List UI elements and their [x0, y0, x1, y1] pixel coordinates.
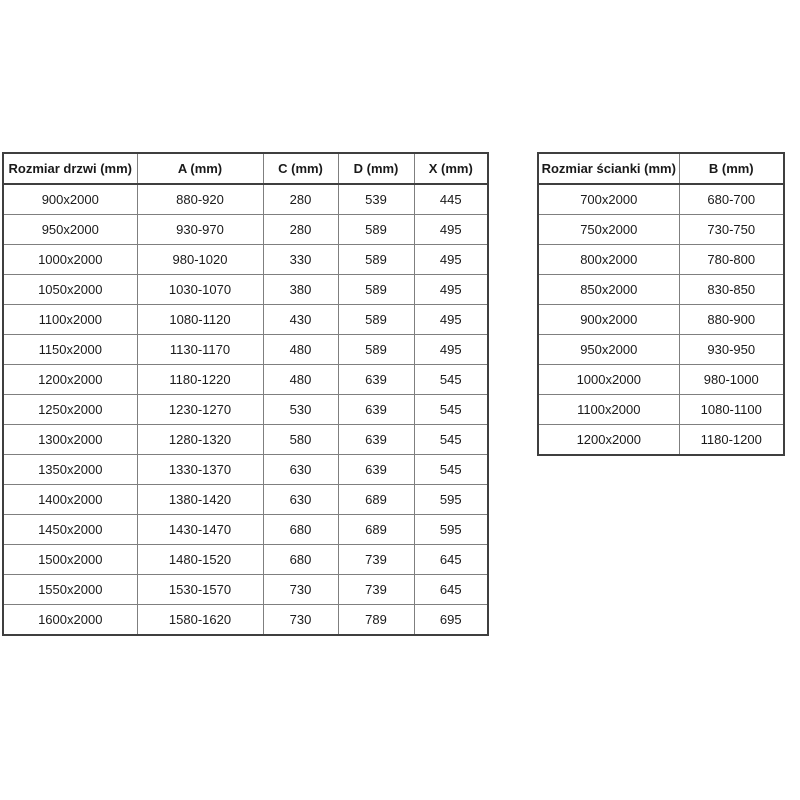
- table-cell: 1280-1320: [137, 425, 263, 455]
- table-cell: 680: [263, 515, 338, 545]
- table-cell: 589: [338, 305, 414, 335]
- table-cell: 1330-1370: [137, 455, 263, 485]
- table-cell: 880-920: [137, 184, 263, 215]
- table-row: [538, 365, 784, 395]
- table-cell: 739: [338, 575, 414, 605]
- table-row: [3, 365, 488, 395]
- header-row: [3, 153, 488, 184]
- table-cell: 595: [414, 515, 488, 545]
- table-cell: 539: [338, 184, 414, 215]
- header-cell: Rozmiar ścianki (mm): [538, 153, 679, 184]
- table-cell: 589: [338, 215, 414, 245]
- table-cell: 495: [414, 335, 488, 365]
- table-cell: 900x2000: [3, 184, 137, 215]
- table-cell: 580: [263, 425, 338, 455]
- table-cell: 1230-1270: [137, 395, 263, 425]
- header-cell: Rozmiar drzwi (mm): [3, 153, 137, 184]
- table-cell: 380: [263, 275, 338, 305]
- table-cell: 700x2000: [538, 184, 679, 215]
- header-row: [538, 153, 784, 184]
- table-cell: 1450x2000: [3, 515, 137, 545]
- table-cell: 639: [338, 425, 414, 455]
- header-cell: X (mm): [414, 153, 488, 184]
- table-cell: 495: [414, 215, 488, 245]
- table-cell: 280: [263, 184, 338, 215]
- table-cell: 1530-1570: [137, 575, 263, 605]
- table-row: [3, 485, 488, 515]
- table-cell: 639: [338, 395, 414, 425]
- table-cell: 1100x2000: [538, 395, 679, 425]
- table-cell: 1200x2000: [538, 425, 679, 456]
- header-cell: A (mm): [137, 153, 263, 184]
- table-row: [3, 605, 488, 636]
- header-cell: D (mm): [338, 153, 414, 184]
- table-cell: 789: [338, 605, 414, 636]
- table-cell: 589: [338, 275, 414, 305]
- table-cell: 1500x2000: [3, 545, 137, 575]
- table-cell: 1180-1200: [679, 425, 784, 456]
- table-cell: 1400x2000: [3, 485, 137, 515]
- table-cell: 830-850: [679, 275, 784, 305]
- table-cell: 545: [414, 395, 488, 425]
- table-cell: 430: [263, 305, 338, 335]
- table-cell: 1350x2000: [3, 455, 137, 485]
- table-cell: 1300x2000: [3, 425, 137, 455]
- table-cell: 1080-1100: [679, 395, 784, 425]
- door-sizes-table: [2, 152, 489, 636]
- table-cell: 1380-1420: [137, 485, 263, 515]
- table-cell: 850x2000: [538, 275, 679, 305]
- header-cell: B (mm): [679, 153, 784, 184]
- table-cell: 730: [263, 575, 338, 605]
- table-row: [3, 245, 488, 275]
- table-row: [3, 425, 488, 455]
- table-cell: 595: [414, 485, 488, 515]
- table-cell: 730-750: [679, 215, 784, 245]
- table-row: [3, 545, 488, 575]
- table-cell: 630: [263, 455, 338, 485]
- table-cell: 730: [263, 605, 338, 636]
- table-cell: 630: [263, 485, 338, 515]
- table-cell: 1100x2000: [3, 305, 137, 335]
- table-cell: 545: [414, 425, 488, 455]
- table-cell: 495: [414, 245, 488, 275]
- table-cell: 695: [414, 605, 488, 636]
- table-cell: 1050x2000: [3, 275, 137, 305]
- table-row: [538, 184, 784, 215]
- table-cell: 1430-1470: [137, 515, 263, 545]
- table-row: [3, 515, 488, 545]
- table-cell: 545: [414, 455, 488, 485]
- table-cell: 680-700: [679, 184, 784, 215]
- table-row: [538, 215, 784, 245]
- table-row: [538, 245, 784, 275]
- table-row: [3, 575, 488, 605]
- table-cell: 645: [414, 575, 488, 605]
- table-cell: 1030-1070: [137, 275, 263, 305]
- table-cell: 930-970: [137, 215, 263, 245]
- table-cell: 1250x2000: [3, 395, 137, 425]
- table-cell: 1480-1520: [137, 545, 263, 575]
- table-cell: 480: [263, 365, 338, 395]
- table-cell: 645: [414, 545, 488, 575]
- table-cell: 639: [338, 365, 414, 395]
- table-row: [3, 395, 488, 425]
- table-row: [538, 305, 784, 335]
- table-cell: 480: [263, 335, 338, 365]
- table-cell: 900x2000: [538, 305, 679, 335]
- table-cell: 589: [338, 245, 414, 275]
- table-cell: 680: [263, 545, 338, 575]
- table-cell: 980-1020: [137, 245, 263, 275]
- table-cell: 530: [263, 395, 338, 425]
- table-cell: 950x2000: [538, 335, 679, 365]
- table-cell: 495: [414, 305, 488, 335]
- wall-panel-sizes-table: [537, 152, 785, 456]
- table-cell: 930-950: [679, 335, 784, 365]
- table-cell: 800x2000: [538, 245, 679, 275]
- table-cell: 639: [338, 455, 414, 485]
- table-cell: 739: [338, 545, 414, 575]
- table-cell: 780-800: [679, 245, 784, 275]
- table-row: [538, 395, 784, 425]
- table-cell: 689: [338, 515, 414, 545]
- table-cell: 495: [414, 275, 488, 305]
- table-row: [3, 455, 488, 485]
- table-cell: 330: [263, 245, 338, 275]
- table-cell: 280: [263, 215, 338, 245]
- table-cell: 750x2000: [538, 215, 679, 245]
- table-row: [3, 275, 488, 305]
- table-cell: 589: [338, 335, 414, 365]
- table-cell: 1000x2000: [3, 245, 137, 275]
- table-row: [538, 335, 784, 365]
- table-row: [538, 275, 784, 305]
- table-cell: 1550x2000: [3, 575, 137, 605]
- table-row: [3, 184, 488, 215]
- table-cell: 950x2000: [3, 215, 137, 245]
- table-cell: 1080-1120: [137, 305, 263, 335]
- table-row: [538, 425, 784, 456]
- table-cell: 1600x2000: [3, 605, 137, 636]
- table-row: [3, 305, 488, 335]
- table-cell: 1130-1170: [137, 335, 263, 365]
- header-cell: C (mm): [263, 153, 338, 184]
- table-cell: 1150x2000: [3, 335, 137, 365]
- table-cell: 880-900: [679, 305, 784, 335]
- table-cell: 545: [414, 365, 488, 395]
- table-cell: 689: [338, 485, 414, 515]
- table-cell: 1200x2000: [3, 365, 137, 395]
- table-cell: 445: [414, 184, 488, 215]
- table-row: [3, 335, 488, 365]
- table-cell: 1180-1220: [137, 365, 263, 395]
- table-cell: 1000x2000: [538, 365, 679, 395]
- table-cell: 1580-1620: [137, 605, 263, 636]
- table-cell: 980-1000: [679, 365, 784, 395]
- table-row: [3, 215, 488, 245]
